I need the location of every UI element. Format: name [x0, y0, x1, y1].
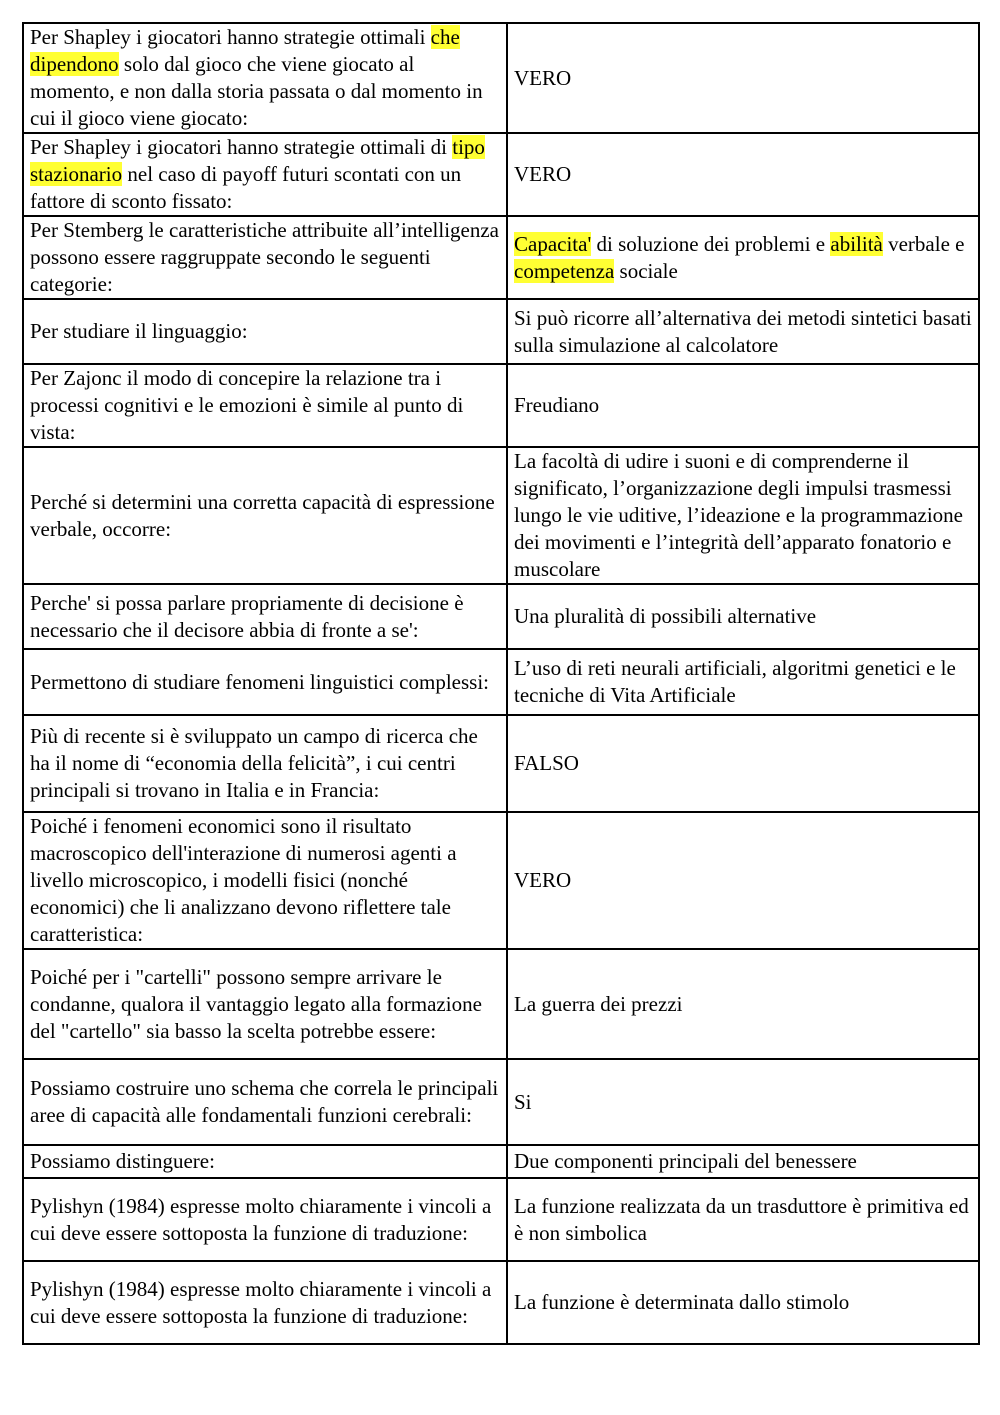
question-cell [23, 812, 507, 949]
answer-cell [507, 216, 979, 299]
cell-text: Perché si determini una corretta capacità di espressione verbale, occorre: [30, 489, 495, 541]
answer-cell [507, 23, 979, 133]
answer-cell [507, 584, 979, 649]
question-cell [23, 715, 507, 812]
cell-text: VERO [514, 65, 572, 90]
answer-cell [507, 299, 979, 364]
cell-text: La guerra dei prezzi [514, 991, 683, 1016]
cell-text: verbale e [882, 231, 965, 256]
table-row [23, 1145, 979, 1178]
question-cell [23, 1059, 507, 1145]
cell-text: Una pluralità di possibili alternative [514, 604, 817, 628]
cell-text: Perche' si possa parlare propriamente di decisione è necessario che il decisore abbia di fronte a se': [30, 590, 464, 642]
cell-text: Permettono di studiare fenomeni linguistici complessi: [30, 669, 490, 694]
cell-text: Pylishyn (1984) espresse molto chiaramente i vincoli a cui deve essere sottoposta la funzione di traduzione: [30, 1276, 492, 1328]
table-row [23, 447, 979, 584]
cell-text: Si può ricorre all’alternativa dei metodi sintetici basati sulla simulazione al calcolatore [514, 305, 972, 357]
answer-cell [507, 812, 979, 949]
cell-text: sociale [614, 258, 678, 283]
highlighted-text: Capacita' [514, 231, 592, 256]
cell-text: FALSO [514, 751, 579, 775]
answer-cell [507, 1145, 979, 1178]
cell-text: Poiché per i "cartelli" possono sempre arrivare le condanne, qualora il vantaggio legato alla formazione del "cartello" sia basso la scelta potrebbe essere: [30, 964, 482, 1043]
table-row [23, 133, 979, 216]
cell-text: Per Zajonc il modo di concepire la relazione tra i processi cognitivi e le emozioni è simile al punto di vista: [30, 366, 464, 444]
question-cell [23, 1261, 507, 1344]
cell-text: Freudiano [514, 393, 600, 417]
answer-cell [507, 1059, 979, 1145]
table-row [23, 584, 979, 649]
table-row [23, 1178, 979, 1261]
cell-text: VERO [514, 868, 572, 892]
question-cell [23, 447, 507, 584]
cell-text: Per Shapley i giocatori hanno strategie ottimali di [30, 135, 453, 159]
answer-cell [507, 1178, 979, 1261]
cell-text: di soluzione dei problemi e [591, 231, 831, 256]
question-cell [23, 299, 507, 364]
table-row [23, 715, 979, 812]
table-row [23, 812, 979, 949]
table-row [23, 1059, 979, 1145]
answer-cell [507, 649, 979, 715]
answer-cell [507, 133, 979, 216]
question-answer-table [22, 22, 980, 1345]
highlighted-text: competenza [514, 258, 615, 283]
cell-text: Per Stemberg le caratteristiche attribuite all’intelligenza possono essere raggruppate secondo le seguenti categorie: [30, 218, 500, 296]
answer-cell [507, 949, 979, 1059]
question-cell [23, 216, 507, 299]
answer-cell [507, 715, 979, 812]
cell-text: La facoltà di udire i suoni e di comprenderne il significato, l’organizzazione degli impulsi trasmessi lungo le vie uditive, l’ideazione e la programmazione dei movimenti e l’integrità dell’apparato fonatorio e muscolare [514, 449, 963, 581]
cell-text: La funzione è determinata dallo stimolo [514, 1290, 850, 1314]
question-cell [23, 649, 507, 715]
cell-text: solo dal gioco che viene giocato al momento, e non dalla storia passata o dal momento in cui il gioco viene giocato: [30, 52, 483, 130]
question-cell [23, 23, 507, 133]
question-cell [23, 364, 507, 447]
table-row [23, 364, 979, 447]
question-cell [23, 949, 507, 1059]
cell-text: VERO [514, 162, 572, 186]
cell-text: nel caso di payoff futuri scontati con un fattore di sconto fissato: [30, 162, 462, 213]
cell-text: La funzione realizzata da un trasduttore è primitiva ed è non simbolica [514, 1193, 969, 1245]
highlighted-text: abilità [830, 231, 883, 256]
highlighted-text: tipo stazionario [30, 135, 485, 186]
cell-text: Possiamo distinguere: [30, 1149, 215, 1173]
table-row [23, 649, 979, 715]
cell-text: Più di recente si è sviluppato un campo di ricerca che ha il nome di “economia della felicità”, i cui centri principali si trovano in Italia e in Francia: [30, 724, 478, 802]
highlighted-text: che dipendono [30, 25, 460, 76]
cell-text: Per studiare il linguaggio: [30, 319, 248, 343]
cell-text: Per Shapley i giocatori hanno strategie ottimali [30, 25, 431, 49]
table-row [23, 216, 979, 299]
cell-text: Possiamo costruire uno schema che correla le principali aree di capacità alle fondamentali funzioni cerebrali: [30, 1076, 499, 1127]
cell-text: L’uso di reti neurali artificiali, algoritmi genetici e le tecniche di Vita Artificiale [514, 656, 956, 707]
table-row [23, 23, 979, 133]
cell-text: Si [514, 1089, 532, 1114]
question-cell [23, 1178, 507, 1261]
cell-text: Pylishyn (1984) espresse molto chiaramente i vincoli a cui deve essere sottoposta la funzione di traduzione: [30, 1193, 492, 1245]
question-cell [23, 133, 507, 216]
answer-cell [507, 364, 979, 447]
table-row [23, 949, 979, 1059]
question-cell [23, 1145, 507, 1178]
question-cell [23, 584, 507, 649]
cell-text: Due componenti principali del benessere [514, 1149, 857, 1173]
answer-cell [507, 447, 979, 584]
table-row [23, 1261, 979, 1344]
table-body [23, 23, 979, 1344]
table-row [23, 299, 979, 364]
cell-text: Poiché i fenomeni economici sono il risultato macroscopico dell'interazione di numerosi agenti a livello microscopico, i modelli fisici (nonché economici) che li analizzano devono riflettere tale caratteristica: [30, 814, 457, 946]
answer-cell [507, 1261, 979, 1344]
